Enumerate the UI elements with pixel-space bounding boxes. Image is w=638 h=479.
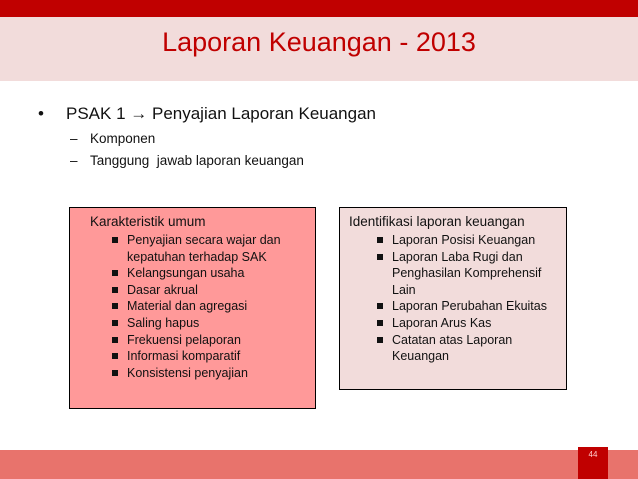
dash-marker: –	[70, 153, 78, 168]
square-bullet-icon	[112, 320, 118, 326]
karakteristik-list	[110, 232, 310, 381]
list-item: Penyajian secara wajar dan kepatuhan terhadap SAK	[110, 232, 310, 265]
list-item: Laporan Perubahan Ekuitas	[375, 298, 555, 315]
list-item: Catatan atas Laporan Keuangan	[375, 332, 555, 365]
square-bullet-icon	[112, 337, 118, 343]
square-bullet-icon	[112, 353, 118, 359]
square-bullet-icon	[112, 270, 118, 276]
square-bullet-icon	[112, 287, 118, 293]
dash-marker: –	[70, 131, 78, 146]
list-item: Dasar akrual	[110, 282, 310, 299]
identifikasi-heading: Identifikasi laporan keuangan	[349, 214, 525, 229]
sub-bullet-tanggung-jawab	[70, 152, 304, 170]
sub-bullet-komponen	[70, 130, 155, 148]
list-item: Saling hapus	[110, 315, 310, 332]
page-number-box	[578, 447, 608, 479]
list-item: Material dan agregasi	[110, 298, 310, 315]
square-bullet-icon	[377, 337, 383, 343]
square-bullet-icon	[112, 370, 118, 376]
karakteristik-box	[69, 207, 316, 409]
sub-bullet-text: Tanggung jawab laporan keuangan	[90, 153, 304, 168]
sub-bullet-text: Komponen	[90, 131, 156, 146]
page-number: 44	[588, 450, 598, 459]
main-bullet-text: PSAK 1 → Penyajian Laporan Keuangan	[66, 104, 377, 123]
list-item: Konsistensi penyajian	[110, 365, 310, 382]
list-item: Laporan Arus Kas	[375, 315, 555, 332]
list-item: Frekuensi pelaporan	[110, 332, 310, 349]
square-bullet-icon	[112, 303, 118, 309]
square-bullet-icon	[377, 320, 383, 326]
identifikasi-list	[375, 232, 555, 365]
bullet-dot: •	[38, 104, 44, 123]
slide-title: Laporan Keuangan - 2013	[162, 27, 476, 57]
square-bullet-icon	[377, 254, 383, 260]
square-bullet-icon	[377, 237, 383, 243]
list-item: Laporan Laba Rugi dan Penghasilan Komprehensif Lain	[375, 249, 555, 299]
list-item: Laporan Posisi Keuangan	[375, 232, 555, 249]
top-accent-bar	[0, 0, 638, 17]
karakteristik-heading: Karakteristik umum	[90, 214, 206, 229]
identifikasi-box	[339, 207, 567, 390]
square-bullet-icon	[377, 303, 383, 309]
list-item: Informasi komparatif	[110, 348, 310, 365]
list-item: Kelangsungan usaha	[110, 265, 310, 282]
square-bullet-icon	[112, 237, 118, 243]
footer-bar	[0, 450, 638, 479]
